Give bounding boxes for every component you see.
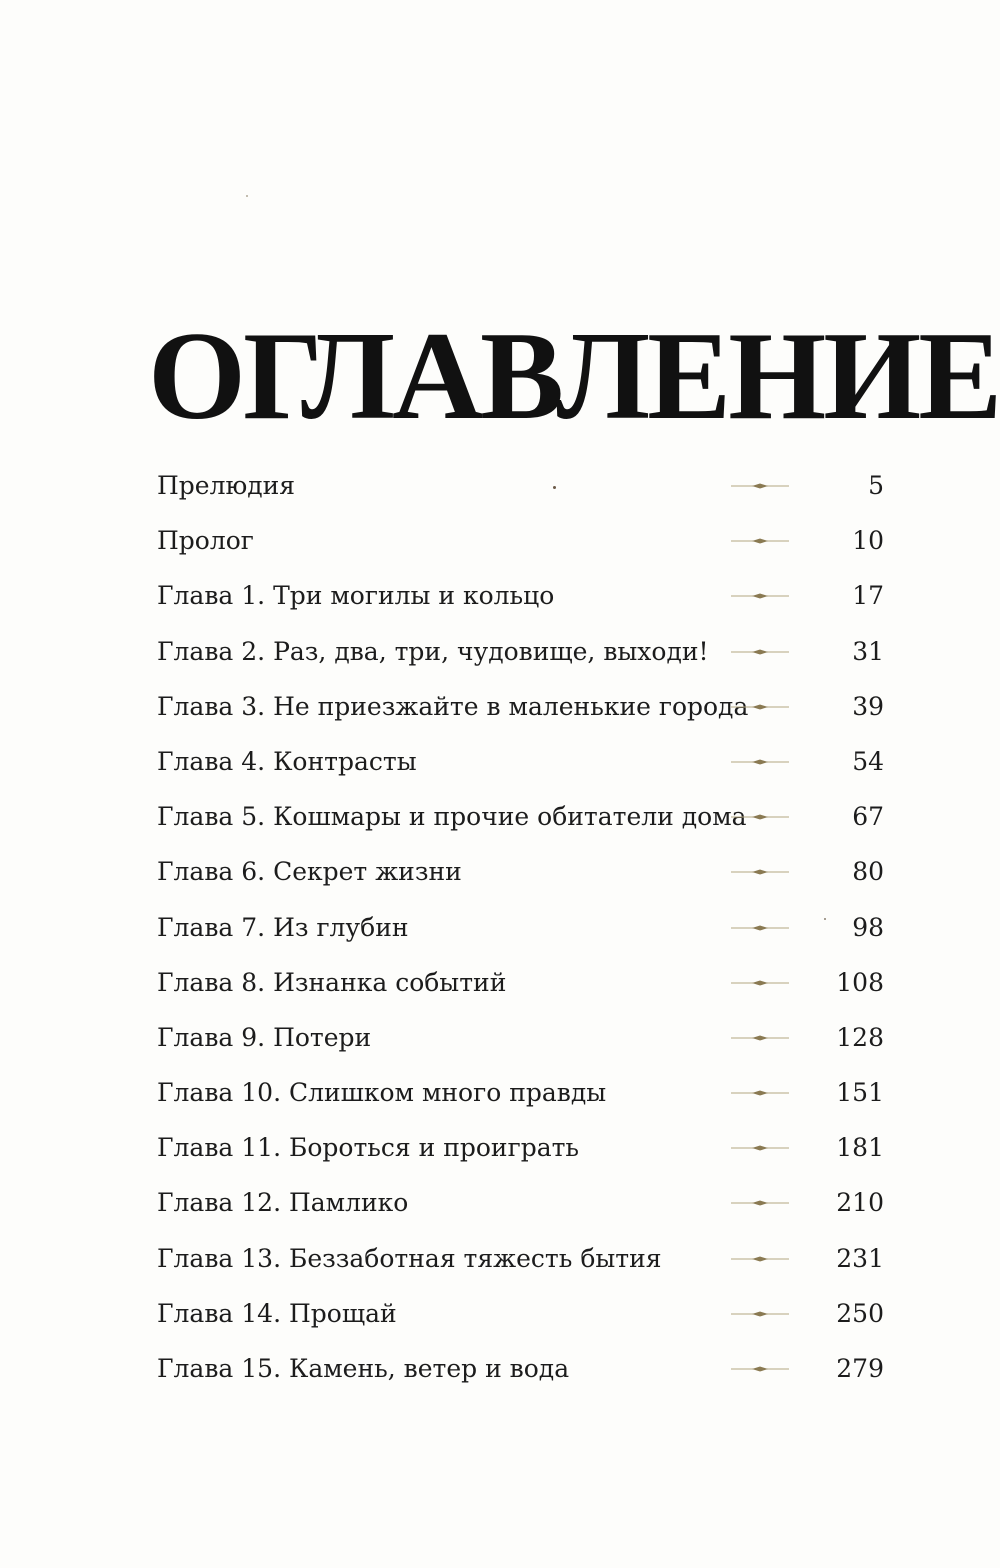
- diamond-ornament-icon: [731, 482, 789, 490]
- diamond-ornament-icon: [731, 537, 789, 545]
- page-title: ОГЛАВЛЕНИЕ: [148, 307, 1000, 447]
- toc-entry-page-number: 108: [836, 967, 884, 997]
- toc-entry[interactable]: [157, 1065, 884, 1120]
- toc-entry[interactable]: [157, 568, 884, 623]
- toc-entry[interactable]: [157, 1286, 884, 1341]
- toc-entry[interactable]: [157, 624, 884, 679]
- toc-entry-page-number: 5: [868, 471, 884, 500]
- toc-entry-title: Пролог: [157, 526, 254, 556]
- toc-entry-page-number: 39: [852, 691, 884, 721]
- toc-entry[interactable]: [157, 458, 884, 513]
- toc-entry[interactable]: [157, 789, 884, 844]
- toc-entry[interactable]: [157, 1175, 884, 1230]
- toc-entry-page-number: 279: [836, 1354, 884, 1383]
- toc-entry-page-number: 210: [836, 1188, 884, 1218]
- toc-entry-page-number: 181: [836, 1133, 884, 1163]
- toc-entry[interactable]: [157, 679, 884, 734]
- toc-entry-page-number: 128: [836, 1022, 884, 1052]
- diamond-ornament-icon: [731, 1310, 789, 1318]
- toc-entry-title: Глава 11. Бороться и проиграть: [157, 1133, 580, 1163]
- toc-entry-title: Глава 8. Изнанка событий: [157, 967, 507, 997]
- toc-entry-title: Глава 3. Не приезжайте в маленькие города: [157, 691, 749, 721]
- diamond-ornament-icon: [731, 813, 789, 821]
- toc-entry-page-number: 250: [836, 1298, 884, 1328]
- toc-entry-title: Глава 5. Кошмары и прочие обитатели дома: [157, 802, 747, 832]
- toc-entry-title: Глава 7. Из глубин: [157, 912, 409, 942]
- toc-entry-page-number: 231: [836, 1243, 884, 1273]
- toc-entry-title: Глава 14. Прощай: [157, 1298, 397, 1328]
- paper-speck: [824, 918, 826, 920]
- toc-entry[interactable]: [157, 1120, 884, 1175]
- toc-entry[interactable]: [157, 844, 884, 899]
- diamond-ornament-icon: [731, 1089, 789, 1097]
- diamond-ornament-icon: [731, 979, 789, 987]
- toc-entry[interactable]: [157, 734, 884, 789]
- diamond-ornament-icon: [731, 924, 789, 932]
- toc-entry-title: Глава 4. Контрасты: [157, 746, 417, 776]
- toc-entry-title: Глава 6. Секрет жизни: [157, 857, 462, 887]
- toc-entry[interactable]: [157, 1341, 884, 1396]
- diamond-ornament-icon: [731, 1365, 789, 1373]
- paper-speck: [553, 486, 556, 489]
- diamond-ornament-icon: [731, 648, 789, 656]
- toc-entry-title: Прелюдия: [157, 471, 296, 500]
- diamond-ornament-icon: [731, 1144, 789, 1152]
- diamond-ornament-icon: [731, 1199, 789, 1207]
- toc-entry[interactable]: [157, 955, 884, 1010]
- toc-entry-page-number: 54: [852, 746, 884, 776]
- diamond-ornament-icon: [731, 1255, 789, 1263]
- toc-entry-title: Глава 1. Три могилы и кольцо: [157, 581, 555, 611]
- toc-entry-page-number: 67: [852, 802, 884, 832]
- diamond-ornament-icon: [731, 592, 789, 600]
- diamond-ornament-icon: [731, 868, 789, 876]
- diamond-ornament-icon: [731, 1034, 789, 1042]
- toc-entry[interactable]: [157, 900, 884, 955]
- toc-entry-page-number: 10: [852, 526, 884, 556]
- toc-entry-title: Глава 13. Беззаботная тяжесть бытия: [157, 1243, 662, 1273]
- toc-entry-page-number: 80: [852, 857, 884, 887]
- toc-entry-title: Глава 2. Раз, два, три, чудовище, выходи!: [157, 636, 709, 666]
- paper-speck: [246, 195, 248, 197]
- toc-entry-page-number: 98: [852, 912, 884, 942]
- toc-entry-title: Глава 12. Памлико: [157, 1188, 409, 1218]
- diamond-ornament-icon: [731, 758, 789, 766]
- toc-entry-page-number: 151: [836, 1078, 884, 1108]
- toc-entry-title: Глава 9. Потери: [157, 1022, 372, 1052]
- toc-entry[interactable]: [157, 1010, 884, 1065]
- toc-entry-page-number: 17: [852, 581, 884, 611]
- toc-entry-title: Глава 10. Слишком много правды: [157, 1078, 607, 1108]
- toc-entry[interactable]: [157, 1231, 884, 1286]
- toc-entry-page-number: 31: [852, 636, 884, 666]
- toc-entry[interactable]: [157, 513, 884, 568]
- diamond-ornament-icon: [731, 703, 789, 711]
- table-of-contents: [157, 458, 884, 1396]
- toc-entry-title: Глава 15. Камень, ветер и вода: [157, 1354, 570, 1383]
